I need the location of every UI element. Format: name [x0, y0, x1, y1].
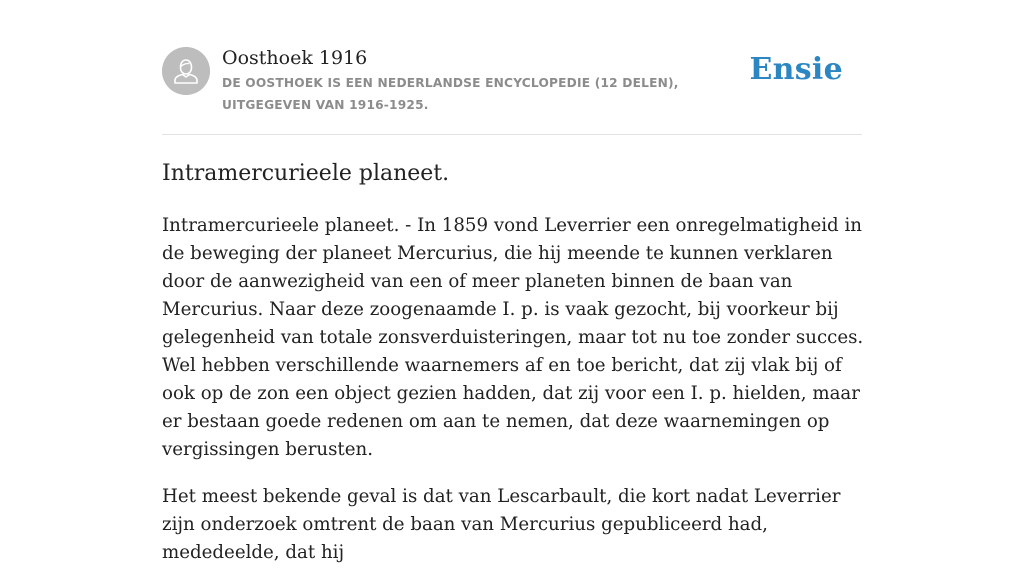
- article-paragraph: Het meest bekende geval is dat van Lescarbault, die kort nadat Leverrier zijn onderzoek omtrent de baan van Mercurius gepubliceerd had, mededeelde, dat hij: [162, 486, 841, 563]
- article-body: [162, 212, 872, 586]
- page-container: [162, 0, 864, 563]
- article-paragraph: Intramercurieele planeet. - In 1859 vond Leverrier een onregelmatigheid in de beweging der planeet Mercurius, die hij meende te kunnen verklaren door de aanwezigheid van een of meer planeten binnen de baan van Mercurius. Naar deze zoogenaamde I. p. is vaak gezocht, bij voorkeur bij gelegenheid van totale zonsverduisteringen, maar tot nu toe zonder succes. Wel hebben verschillende waarnemers af en toe bericht, dat zij vlak bij of ook op de zon een object gezien hadden, dat zij voor een I. p. hielden, maar er bestaan goede redenen om aan te nemen, dat deze waarnemingen op vergissingen berusten.: [162, 215, 864, 460]
- article-title: Intramercurieele planeet.: [162, 161, 450, 186]
- ensie-logo[interactable]: Ensie: [749, 52, 843, 87]
- user-silhouette-icon: [162, 47, 210, 95]
- avatar: [162, 47, 210, 95]
- source-description: DE OOSTHOEK IS EEN NEDERLANDSE ENCYCLOPEDIE (12 DELEN), UITGEGEVEN VAN 1916-1925.: [222, 76, 679, 112]
- source-header: [162, 0, 862, 135]
- source-name[interactable]: Oosthoek 1916: [222, 47, 368, 69]
